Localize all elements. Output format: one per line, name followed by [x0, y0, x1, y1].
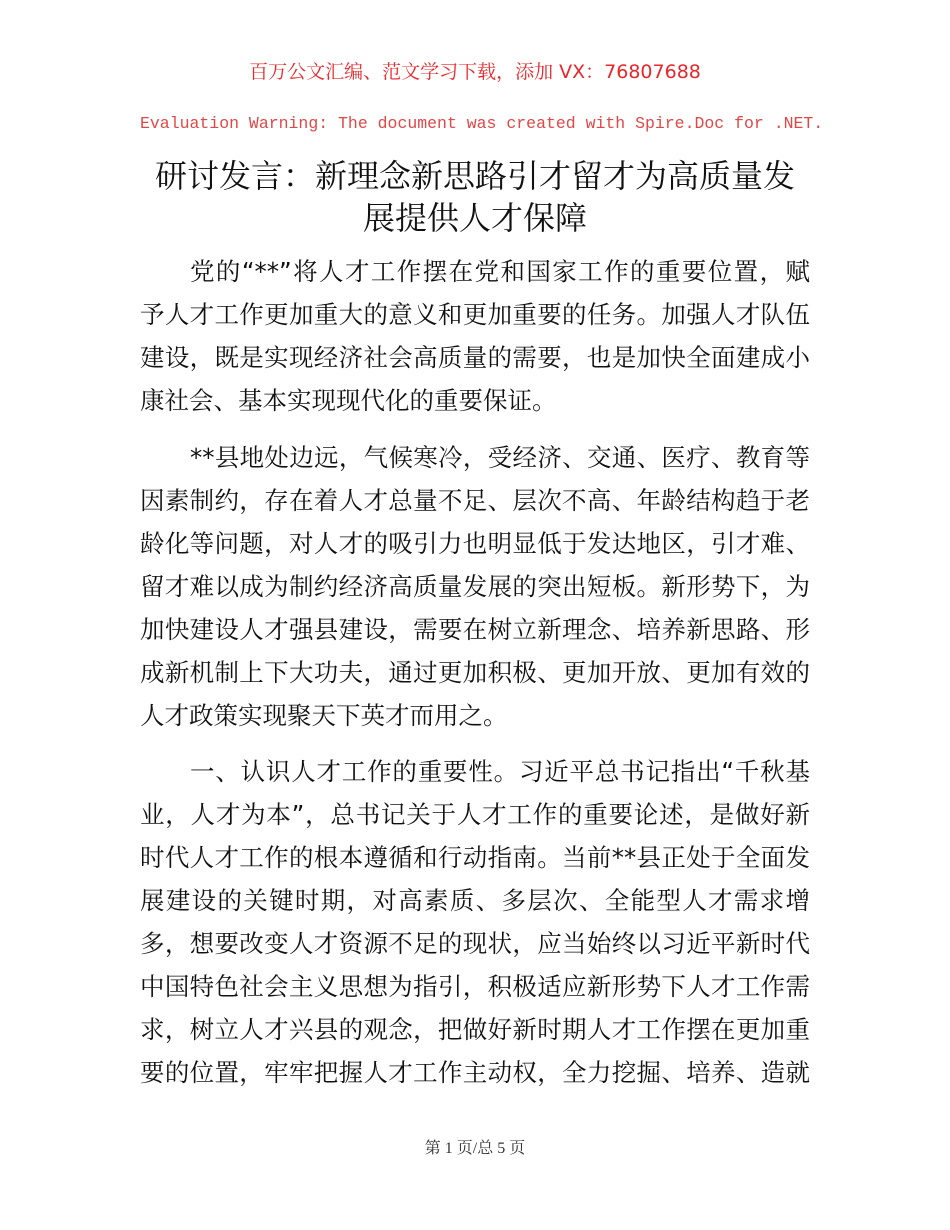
paragraph [140, 250, 810, 422]
page-footer: 第 1 页/总 5 页 [424, 1140, 526, 1157]
paragraph-line: 康社会、基本实现现代化的重要保证。 [140, 386, 557, 415]
paragraph-line: 因素制约，存在着人才总量不足、层次不高、年龄结构趋于老 [140, 486, 810, 515]
paragraph-line: 业，人才为本”，总书记关于人才工作的重要论述，是做好新 [140, 800, 810, 829]
paragraph-line: 留才难以成为制约经济高质量发展的突出短板。新形势下，为 [140, 572, 810, 601]
paragraph-line: 党的“**”将人才工作摆在党和国家工作的重要位置，赋 [190, 257, 810, 286]
paragraph-line: 建设，既是实现经济社会高质量的需要，也是加快全面建成小 [140, 343, 810, 372]
title-line-2: 展提供人才保障 [362, 199, 587, 237]
evaluation-warning: Evaluation Warning: The document was created with Spire.Doc for .NET. [140, 114, 824, 133]
promo-header: 百万公文汇编、范文学习下载，添加 VX：76807688 [249, 61, 701, 83]
paragraph-line: 展建设的关键时期，对高素质、多层次、全能型人才需求增 [140, 886, 810, 915]
paragraph-line: 多，想要改变人才资源不足的现状，应当始终以习近平新时代 [140, 929, 810, 958]
title-line-1: 研讨发言：新理念新思路引才留才为高质量发 [154, 157, 795, 195]
paragraph-line: 予人才工作更加重大的意义和更加重要的任务。加强人才队伍 [140, 300, 810, 329]
document-title [100, 155, 850, 239]
paragraph-line: 加快建设人才强县建设，需要在树立新理念、培养新思路、形 [140, 615, 810, 644]
paragraph-line: **县地处边远，气候寒冷，受经济、交通、医疗、教育等 [190, 443, 810, 472]
paragraph-line: 求，树立人才兴县的观念，把做好新时期人才工作摆在更加重 [140, 1015, 810, 1044]
paragraph-line: 人才政策实现聚天下英才而用之。 [140, 701, 508, 730]
paragraph [140, 750, 810, 1094]
paragraph-line: 一、认识人才工作的重要性。习近平总书记指出“千秋基 [190, 757, 810, 786]
paragraph-line: 中国特色社会主义思想为指引，积极适应新形势下人才工作需 [140, 972, 810, 1001]
paragraph-line: 要的位置，牢牢把握人才工作主动权，全力挖掘、培养、造就 [140, 1058, 810, 1087]
paragraph-line: 龄化等问题，对人才的吸引力也明显低于发达地区，引才难、 [140, 529, 810, 558]
paragraph-line: 成新机制上下大功夫，通过更加积极、更加开放、更加有效的 [140, 658, 810, 687]
paragraph [140, 436, 810, 737]
paragraph-line: 时代人才工作的根本遵循和行动指南。当前**县正处于全面发 [140, 843, 810, 872]
